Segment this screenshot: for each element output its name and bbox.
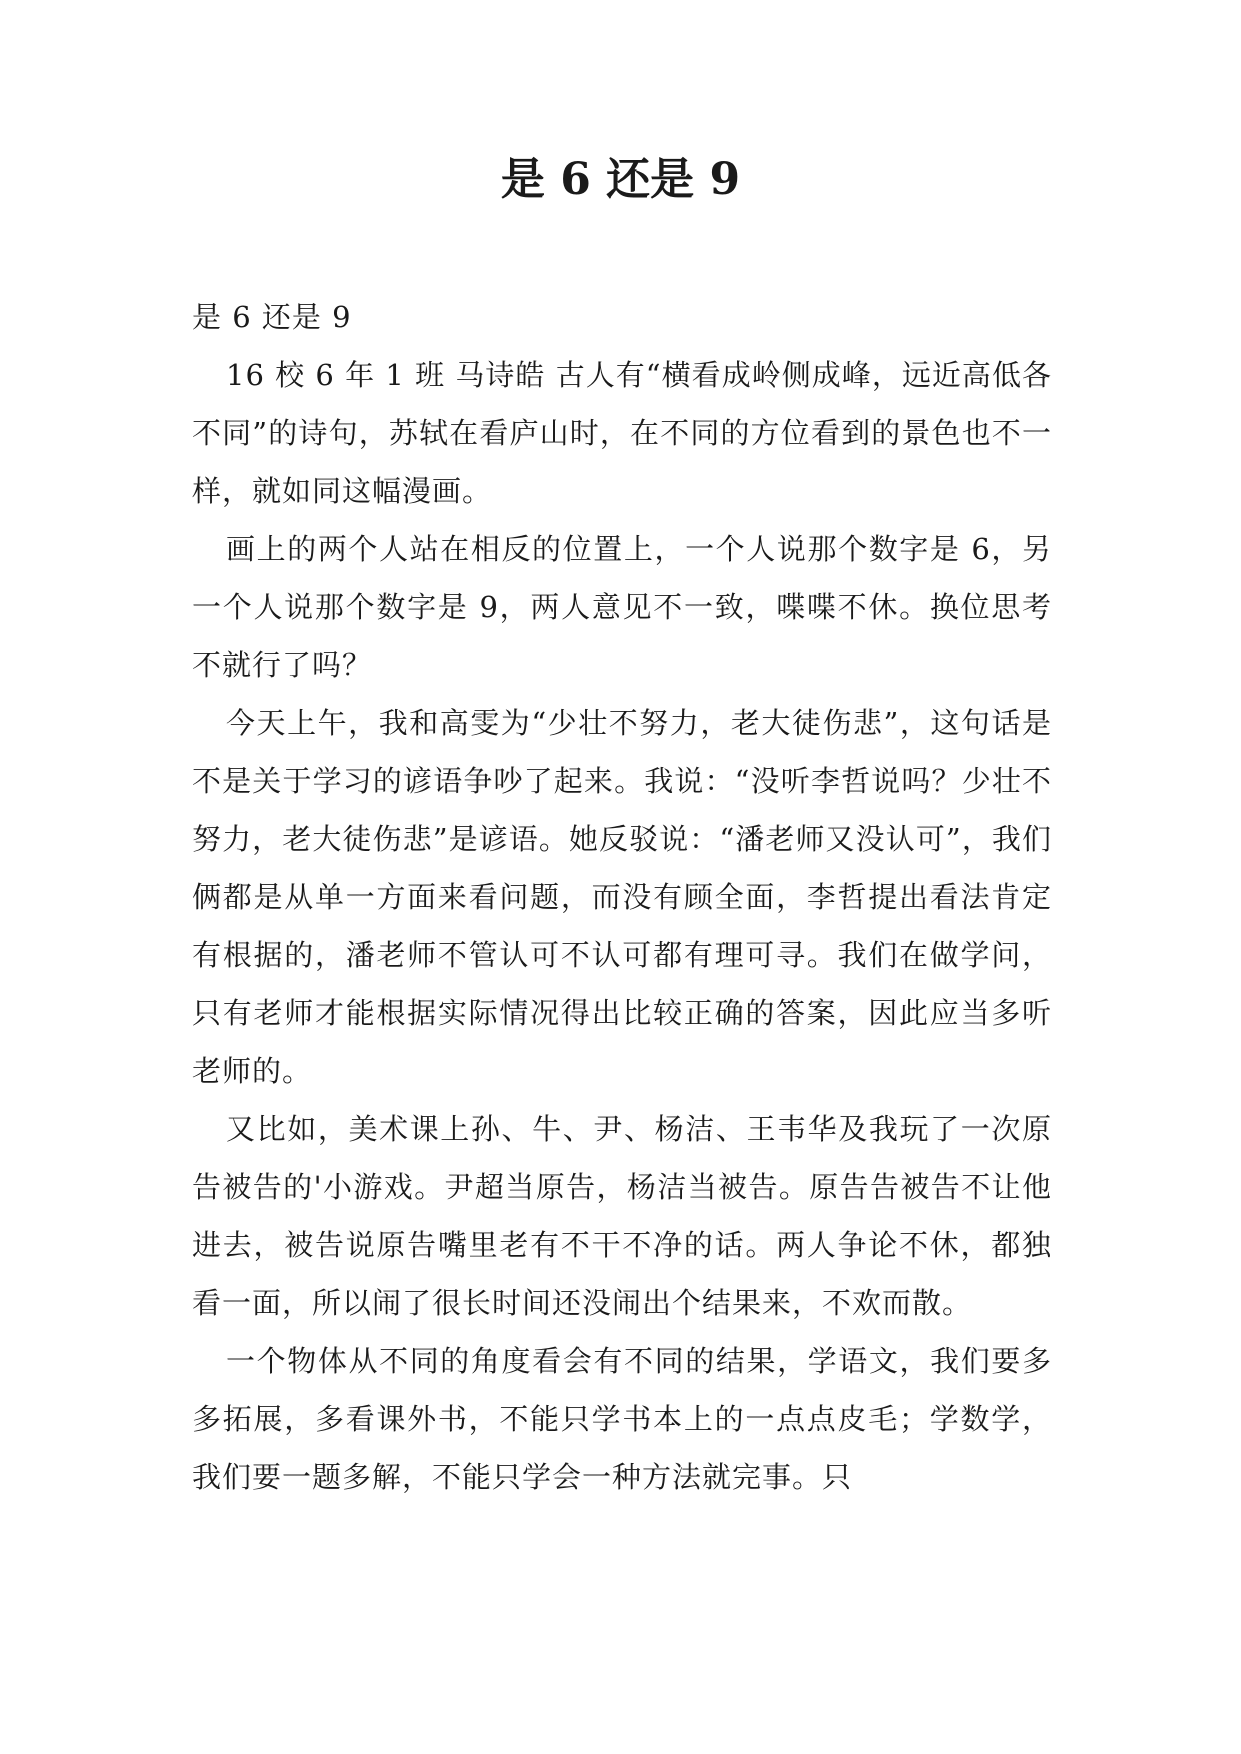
paragraph-5: 一个物体从不同的角度看会有不同的结果，学语文，我们要多多拓展，多看课外书，不能只学书本上的一点点皮毛；学数学，我们要一题多解，不能只学会一种方法就完事。只 — [192, 1344, 1052, 1494]
document-body — [192, 288, 1052, 1506]
paragraph-4: 又比如，美术课上孙、牛、尹、杨洁、王韦华及我玩了一次原告被告的'小游戏。尹超当原告，杨洁当被告。原告告被告不让他进去，被告说原告嘴里老有不干不净的话。两人争论不休，都独看一面，所以闹了很长时间还没闹出个结果来，不欢而散。 — [192, 1112, 1052, 1320]
document-title: 是 6 还是 9 — [500, 154, 741, 205]
paragraph-1: 16 校 6 年 1 班 马诗皓 古人有“横看成岭侧成峰，远近高低各不同”的诗句，苏轼在看庐山时，在不同的方位看到的景色也不一样，就如同这幅漫画。 — [192, 358, 1052, 508]
paragraph-2: 画上的两个人站在相反的位置上，一个人说那个数字是 6，另一个人说那个数字是 9，两人意见不一致，喋喋不休。换位思考不就行了吗？ — [192, 532, 1052, 682]
paragraph-3: 今天上午，我和高雯为“少壮不努力，老大徒伤悲”，这句话是不是关于学习的谚语争吵了起来。我说：“没听李哲说吗？少壮不努力，老大徒伤悲”是谚语。她反驳说：“潘老师又没认可”，我们俩都是从单一方面来看问题，而没有顾全面，李哲提出看法肯定有根据的，潘老师不管认可不认可都有理可寻。我们在做学问，只有老师才能根据实际情况得出比较正确的答案，因此应当多听老师的。 — [192, 706, 1052, 1088]
body-heading-line: 是 6 还是 9 — [192, 300, 352, 334]
